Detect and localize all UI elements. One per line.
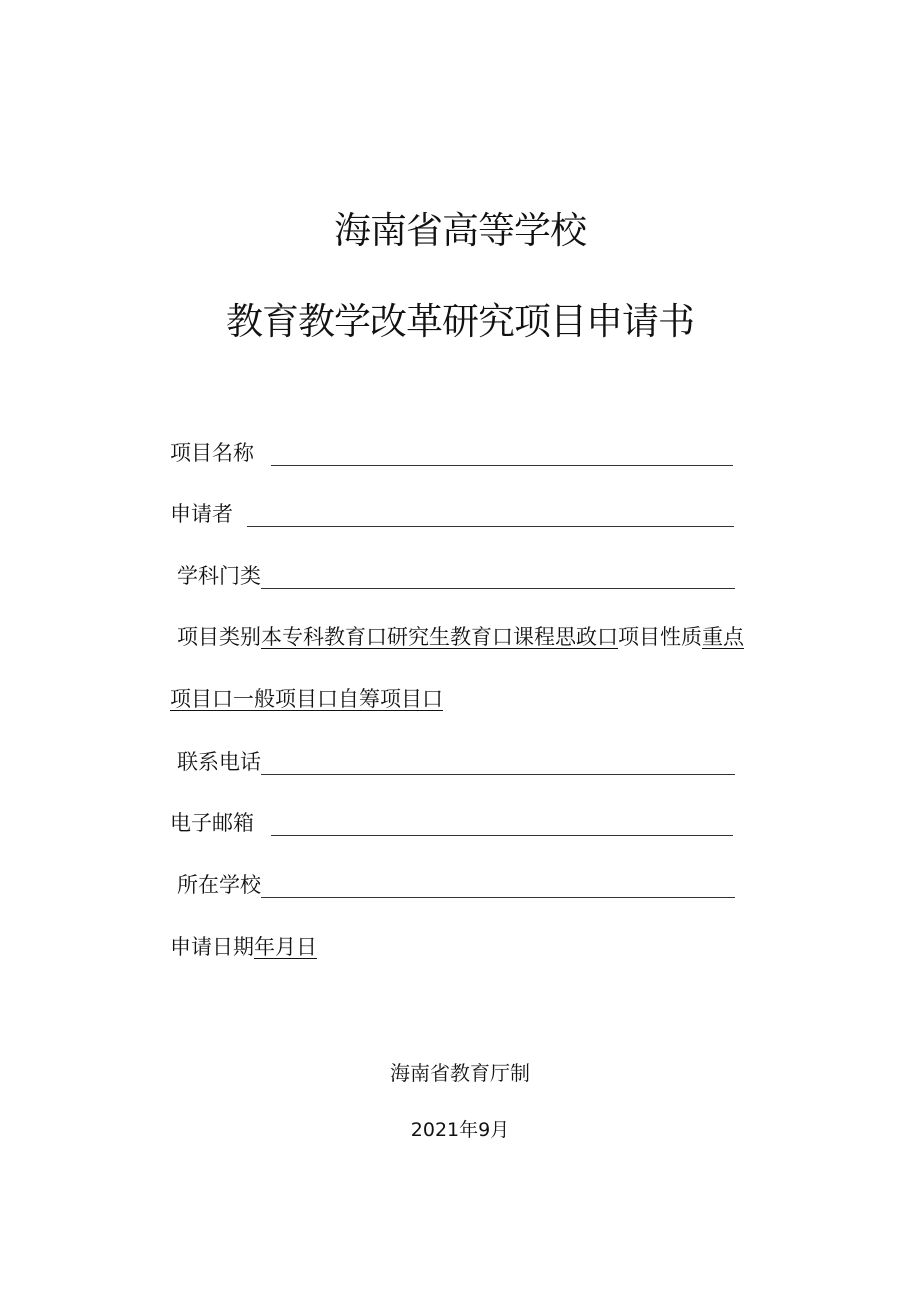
apply-date-label: 申请日期 (170, 935, 254, 959)
discipline-label: 学科门类 (177, 564, 261, 588)
project-nature-options[interactable]: 项目口一般项目口自筹项目口 (170, 687, 443, 711)
project-category-row (177, 624, 744, 650)
project-category-options[interactable]: 本专科教育口研究生教育口课程思政口 (261, 625, 618, 649)
phone-blank[interactable] (261, 750, 735, 775)
applicant-row (170, 501, 734, 527)
applicant-blank[interactable] (247, 502, 734, 527)
phone-row (177, 749, 735, 775)
project-category-label: 项目类别 (177, 625, 261, 649)
school-blank[interactable] (261, 873, 735, 898)
discipline-blank[interactable] (261, 564, 735, 589)
apply-date-row (170, 934, 317, 960)
project-name-blank[interactable] (271, 441, 733, 466)
title-line-1: 海南省高等学校 (334, 209, 586, 252)
apply-date-value[interactable]: 年月日 (254, 935, 317, 959)
school-row (177, 872, 735, 898)
issue-date-text: 2021年9月 (410, 1119, 510, 1141)
discipline-row (177, 563, 735, 589)
phone-label: 联系电话 (177, 750, 261, 774)
email-row (170, 810, 733, 836)
school-label: 所在学校 (177, 873, 261, 897)
project-name-row (170, 440, 733, 466)
email-blank[interactable] (271, 811, 733, 836)
project-name-label: 项目名称 (170, 441, 254, 465)
email-label: 电子邮箱 (170, 811, 254, 835)
title-line-2: 教育教学改革研究项目申请书 (226, 300, 694, 343)
applicant-label: 申请者 (170, 502, 233, 526)
project-nature-row (170, 686, 443, 712)
project-nature-label: 项目性质 (618, 625, 702, 649)
project-nature-options-start[interactable]: 重点 (702, 625, 744, 649)
issuer-text: 海南省教育厅制 (390, 1061, 530, 1085)
